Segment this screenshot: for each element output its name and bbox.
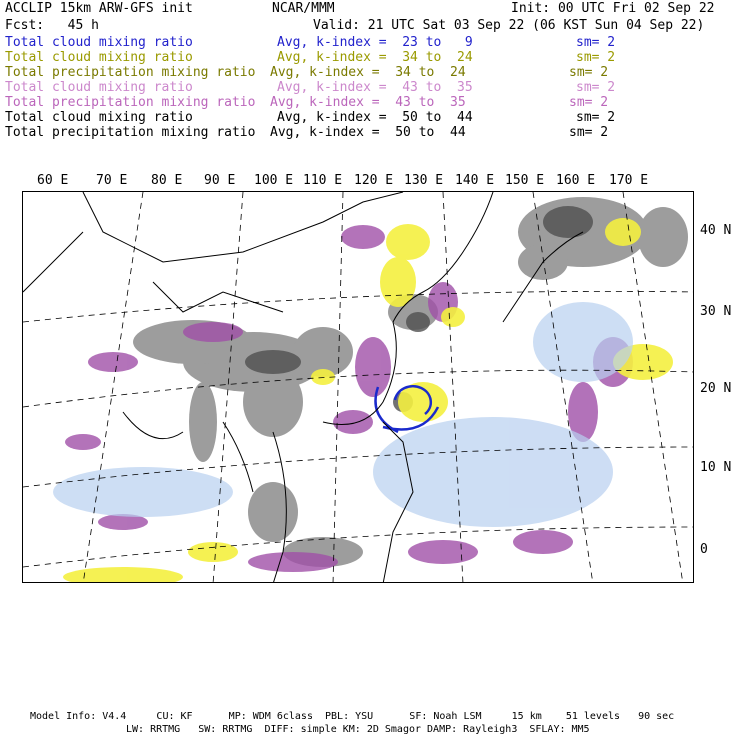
model-info: Model Info: V4.4 CU: KF MP: WDM 6class PBL: YSU SF: Noah LSM 15 km 51 levels 90 sec: [30, 711, 675, 722]
lon-label: 90 E: [204, 173, 236, 188]
lon-label: 100 E: [254, 173, 294, 188]
valid-time: Valid: 21 UTC Sat 03 Sep 22 (06 KST Sun 04 Sep 22): [313, 18, 705, 33]
lon-label: 70 E: [96, 173, 128, 188]
legend-sm: sm= 2: [576, 80, 616, 95]
legend-sm: sm= 2: [569, 125, 609, 140]
legend-field: Total precipitation mixing ratio: [5, 125, 256, 140]
legend-sm: sm= 2: [576, 50, 616, 65]
legend-field: Total precipitation mixing ratio: [5, 95, 256, 110]
lon-label: 60 E: [37, 173, 69, 188]
legend-field: Total cloud mixing ratio: [5, 80, 193, 95]
lon-label: 160 E: [556, 173, 596, 188]
model-physics: LW: RRTMG SW: RRTMG DIFF: simple KM: 2D Smagor DAMP: Rayleigh3 SFLAY: MM5: [126, 724, 590, 735]
lon-label: 130 E: [404, 173, 444, 188]
init-time: Init: 00 UTC Fri 02 Sep 22: [511, 1, 715, 16]
lon-label: 150 E: [505, 173, 545, 188]
legend-avg: Avg, k-index = 50 to 44: [270, 125, 466, 140]
map-title: ACCLIP 15km ARW-GFS init: [5, 1, 193, 16]
lon-label: 110 E: [303, 173, 343, 188]
legend-field: Total cloud mixing ratio: [5, 110, 193, 125]
lon-label: 80 E: [151, 173, 183, 188]
legend-sm: sm= 2: [569, 65, 609, 80]
lat-label: 0: [700, 542, 708, 557]
legend-avg: Avg, k-index = 23 to 9: [277, 35, 473, 50]
legend-field: Total precipitation mixing ratio: [5, 65, 256, 80]
lat-label: 30 N: [700, 304, 732, 319]
lon-label: 140 E: [455, 173, 495, 188]
legend-avg: Avg, k-index = 34 to 24: [277, 50, 473, 65]
lat-label: 20 N: [700, 381, 732, 396]
forecast-hour: Fcst: 45 h: [5, 18, 99, 33]
map-canvas: [23, 192, 694, 583]
lat-label: 40 N: [700, 223, 732, 238]
legend-avg: Avg, k-index = 34 to 24: [270, 65, 466, 80]
legend-sm: sm= 2: [576, 110, 616, 125]
map-panel: [22, 191, 694, 583]
lat-label: 10 N: [700, 460, 732, 475]
legend-field: Total cloud mixing ratio: [5, 50, 193, 65]
legend-sm: sm= 2: [569, 95, 609, 110]
legend-avg: Avg, k-index = 43 to 35: [270, 95, 466, 110]
model-center: NCAR/MMM: [272, 1, 335, 16]
legend-avg: Avg, k-index = 43 to 35: [277, 80, 473, 95]
legend-avg: Avg, k-index = 50 to 44: [277, 110, 473, 125]
legend-sm: sm= 2: [576, 35, 616, 50]
lon-label: 170 E: [609, 173, 649, 188]
lon-label: 120 E: [354, 173, 394, 188]
legend-field: Total cloud mixing ratio: [5, 35, 193, 50]
